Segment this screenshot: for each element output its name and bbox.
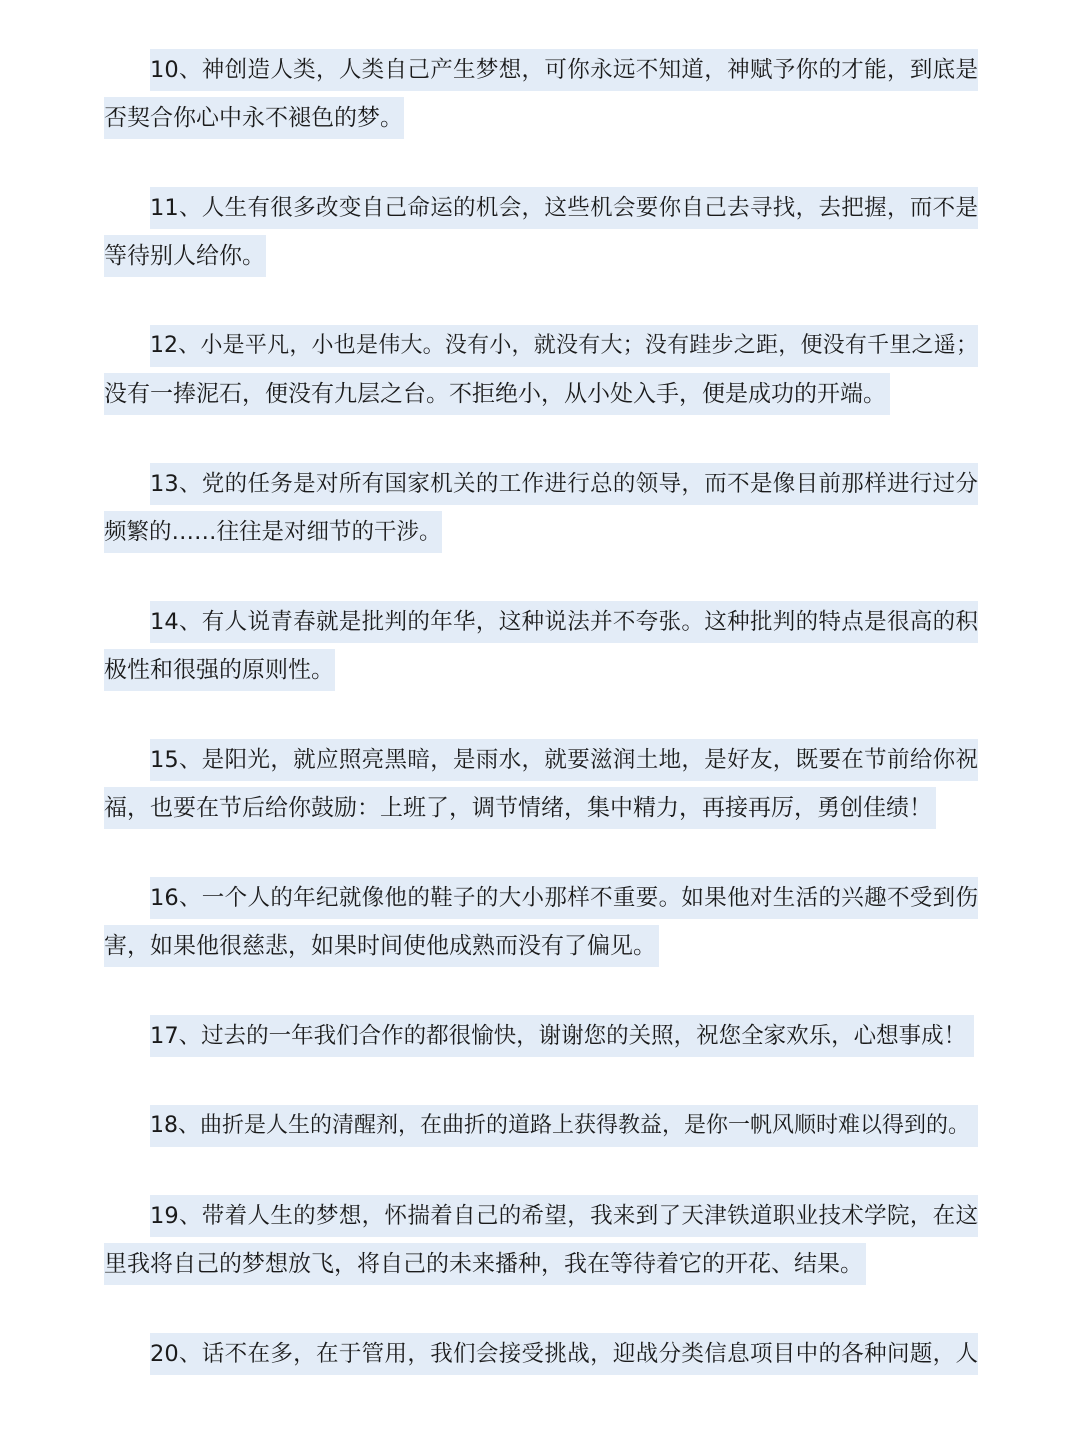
entry-line: 11、人生有很多改变自己命运的机会，这些机会要你自己去寻找，去把握，而不是: [150, 187, 978, 229]
entry-line: 17、过去的一年我们合作的都很愉快，谢谢您的关照，祝您全家欢乐，心想事成！: [150, 1015, 974, 1057]
entry-line: 12、小是平凡，小也是伟大。没有小，就没有大；没有跬步之距，便没有千里之遥；: [150, 325, 978, 367]
entry-line: 18、曲折是人生的清醒剂，在曲折的道路上获得教益，是你一帆风顺时难以得到的。: [150, 1105, 978, 1147]
entry-line: 频繁的……往往是对细节的干涉。: [104, 511, 442, 553]
entry-line: 否契合你心中永不褪色的梦。: [104, 97, 404, 139]
entry-line: 14、有人说青春就是批判的年华，这种说法并不夸张。这种批判的特点是很高的积: [150, 601, 978, 643]
entry-line: 19、带着人生的梦想，怀揣着自己的希望，我来到了天津铁道职业技术学院，在这: [150, 1195, 978, 1237]
entry-line: 10、神创造人类，人类自己产生梦想，可你永远不知道，神赋予你的才能，到底是: [150, 49, 978, 91]
entry-line: 20、话不在多，在于管用，我们会接受挑战，迎战分类信息项目中的各种问题，人: [150, 1333, 978, 1375]
entry-line: 16、一个人的年纪就像他的鞋子的大小那样不重要。如果他对生活的兴趣不受到伤: [150, 877, 978, 919]
entry-line: 里我将自己的梦想放飞，将自己的未来播种，我在等待着它的开花、结果。: [104, 1243, 866, 1285]
entry-line: 没有一捧泥石，便没有九层之台。不拒绝小，从小处入手，便是成功的开端。: [104, 373, 890, 415]
entry-line: 极性和很强的原则性。: [104, 649, 335, 691]
entry-line: 害，如果他很慈悲，如果时间使他成熟而没有了偏见。: [104, 925, 659, 967]
entry-line: 福，也要在节后给你鼓励：上班了，调节情绪，集中精力，再接再厉，勇创佳绩！: [104, 787, 936, 829]
entry-line: 等待别人给你。: [104, 235, 266, 277]
entry-line: 13、党的任务是对所有国家机关的工作进行总的领导，而不是像目前那样进行过分: [150, 463, 978, 505]
entry-line: 15、是阳光，就应照亮黑暗，是雨水，就要滋润土地，是好友，既要在节前给你祝: [150, 739, 978, 781]
